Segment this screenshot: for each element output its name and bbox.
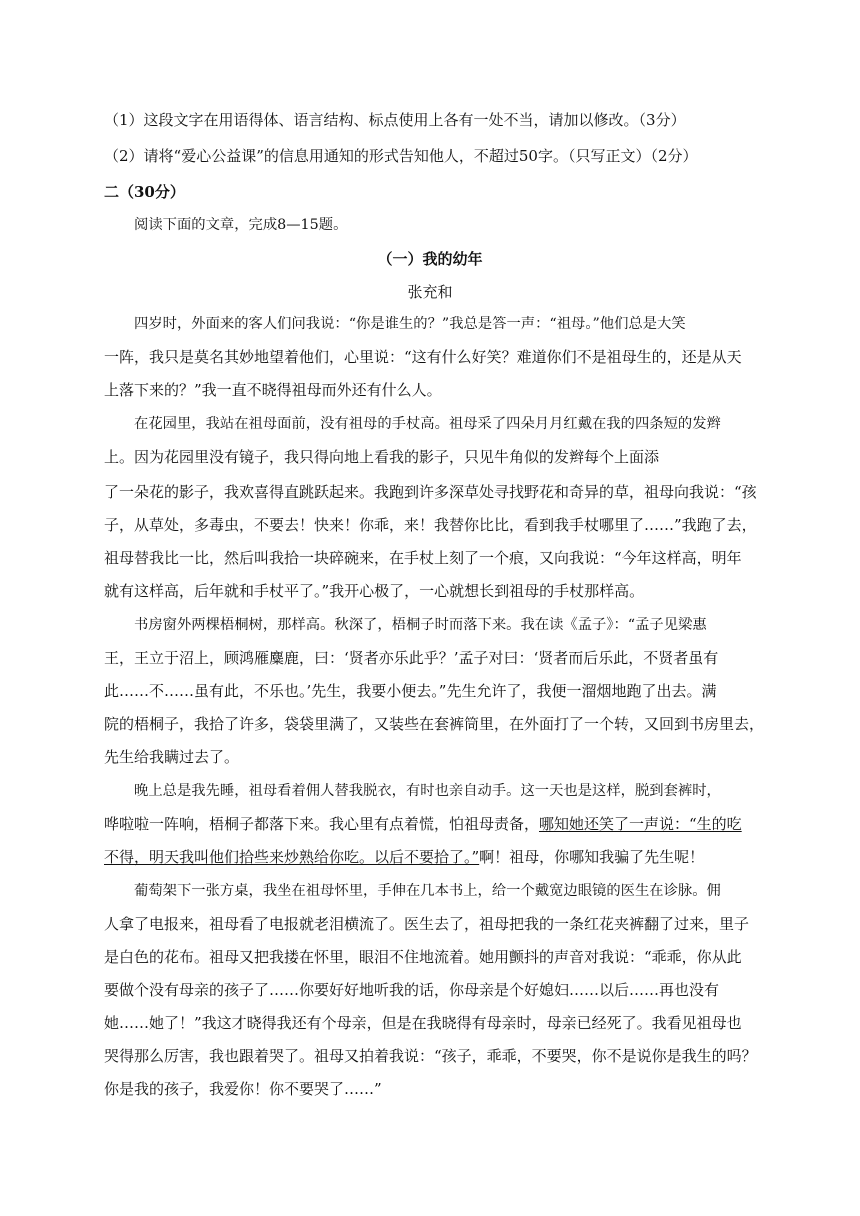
article-title: （一）我的幼年 [377,250,483,268]
reading-instruction: 阅读下面的文章，完成8—15题。 [134,217,348,233]
article-line: 上落下来的？”我一直不晓得祖母而外还有什么人。 [104,381,442,399]
article-line: 上。因为花园里没有镜子，我只得向地上看我的影子，只见牛角似的发辫每个上面添 [104,448,660,466]
article-line: 四岁时，外面来的客人们问我说：“你是谁生的？”我总是答一声：“祖母。”他们总是大笑 [134,316,686,332]
article-line: 人拿了电报来，祖母看了电报就老泪横流了。医生去了，祖母把我的一条红花夹裤翻了过来，里子 [104,915,750,933]
article-line: 就有这样高，后年就和手杖平了。”我开心极了，一心就想长到祖母的手杖那样高。 [104,582,645,600]
article-line: 哭得那么厉害，我也跟着哭了。祖母又拍着我说：“孩子，乖乖，不要哭，你不是说你是我生的吗？ [104,1047,757,1065]
article-line: 要做个没有母亲的孩子了……你要好好地听我的话，你母亲是个好媳妇……以后……再也没有 [104,981,720,999]
article-line-plain: 哗啦啦一阵响，梧桐子都落下来。我心里有点着慌，怕祖母责备， [104,815,540,833]
article-line: 在花园里，我站在祖母面前，没有祖母的手杖高。祖母采了四朵月月红戴在我的四条短的发辫 [134,416,721,432]
article-line [104,847,764,867]
article-line: 先生给我瞒过去了。 [104,748,240,766]
article-line: 此……不……虽有此，不乐也。’先生，我要小便去。”先生允许了，我便一溜烟地跑了出去。满 [104,682,717,700]
article-line: 一阵，我只是莫名其妙地望着他们，心里说：“这有什么好笑？难道你们不是祖母生的，还是从天 [104,348,742,366]
article-line: 子，从草处，多毒虫，不要去！快来！你乖，来！我替你比比，看到我手杖哪里了……”我跑了去， [104,516,757,534]
question-1: （1）这段文字在用语得体、语言结构、标点使用上各有一处不当，请加以修改。（3分） [104,111,686,129]
article-line: 了一朵花的影子，我欢喜得直跳跃起来。我跑到许多深草处寻找野花和奇异的草，祖母向我说：“孩 [104,483,757,501]
section-heading: 二（30分） [104,183,185,201]
article-line: 你是我的孩子，我爱你！你不要哭了……” [104,1080,382,1098]
article-line: 王，王立于沼上，顾鸿雁麋鹿，曰：‘贤者亦乐此乎？’孟子对曰：‘贤者而后乐此，不贤者虽有 [104,649,719,667]
article-line: 书房窗外两棵梧桐树，那样高。秋深了，梧桐子时而落下来。我在读《孟子》：“孟子见梁惠 [134,617,707,633]
article-line: 葡萄架下一张方桌，我坐在祖母怀里，手伸在几本书上，给一个戴宽边眼镜的医生在诊脉。佣 [134,883,721,899]
article-line: 她……她了！”我这才晓得我还有个母亲，但是在我晓得有母亲时，母亲已经死了。我看见祖母也 [104,1014,742,1032]
article-line: 祖母替我比一比，然后叫我拾一块碎碗来，在手杖上刻了一个痕，又向我说：“今年这样高，明年 [104,549,742,567]
article-line: 晚上总是我先睡，祖母看着佣人替我脱衣，有时也亲自动手。这一天也是这样，脱到套裤时， [134,783,721,799]
article-line: 是白色的花布。祖母又把我搂在怀里，眼泪不住地流着。她用颤抖的声音对我说：“乖乖，你从此 [104,948,742,966]
underlined-sentence: 哪知她还笑了一声说：“生的吃 [539,815,742,833]
article-line-plain: 啊！祖母，你哪知我骗了先生呢！ [479,848,705,866]
article-line [104,814,764,834]
article-line: 院的梧桐子，我拾了许多，袋袋里满了，又装些在套裤筒里，在外面打了一个转，又回到书房里去， [104,715,765,733]
underlined-sentence: 不得，明天我叫他们拾些来炒熟给你吃。以后不要拾了。” [104,848,480,866]
article-author: 张充和 [407,283,453,301]
question-2: （2）请将“爱心公益课”的信息用通知的形式告知他人，不超过50字。（只写正文）（2分） [104,147,698,165]
